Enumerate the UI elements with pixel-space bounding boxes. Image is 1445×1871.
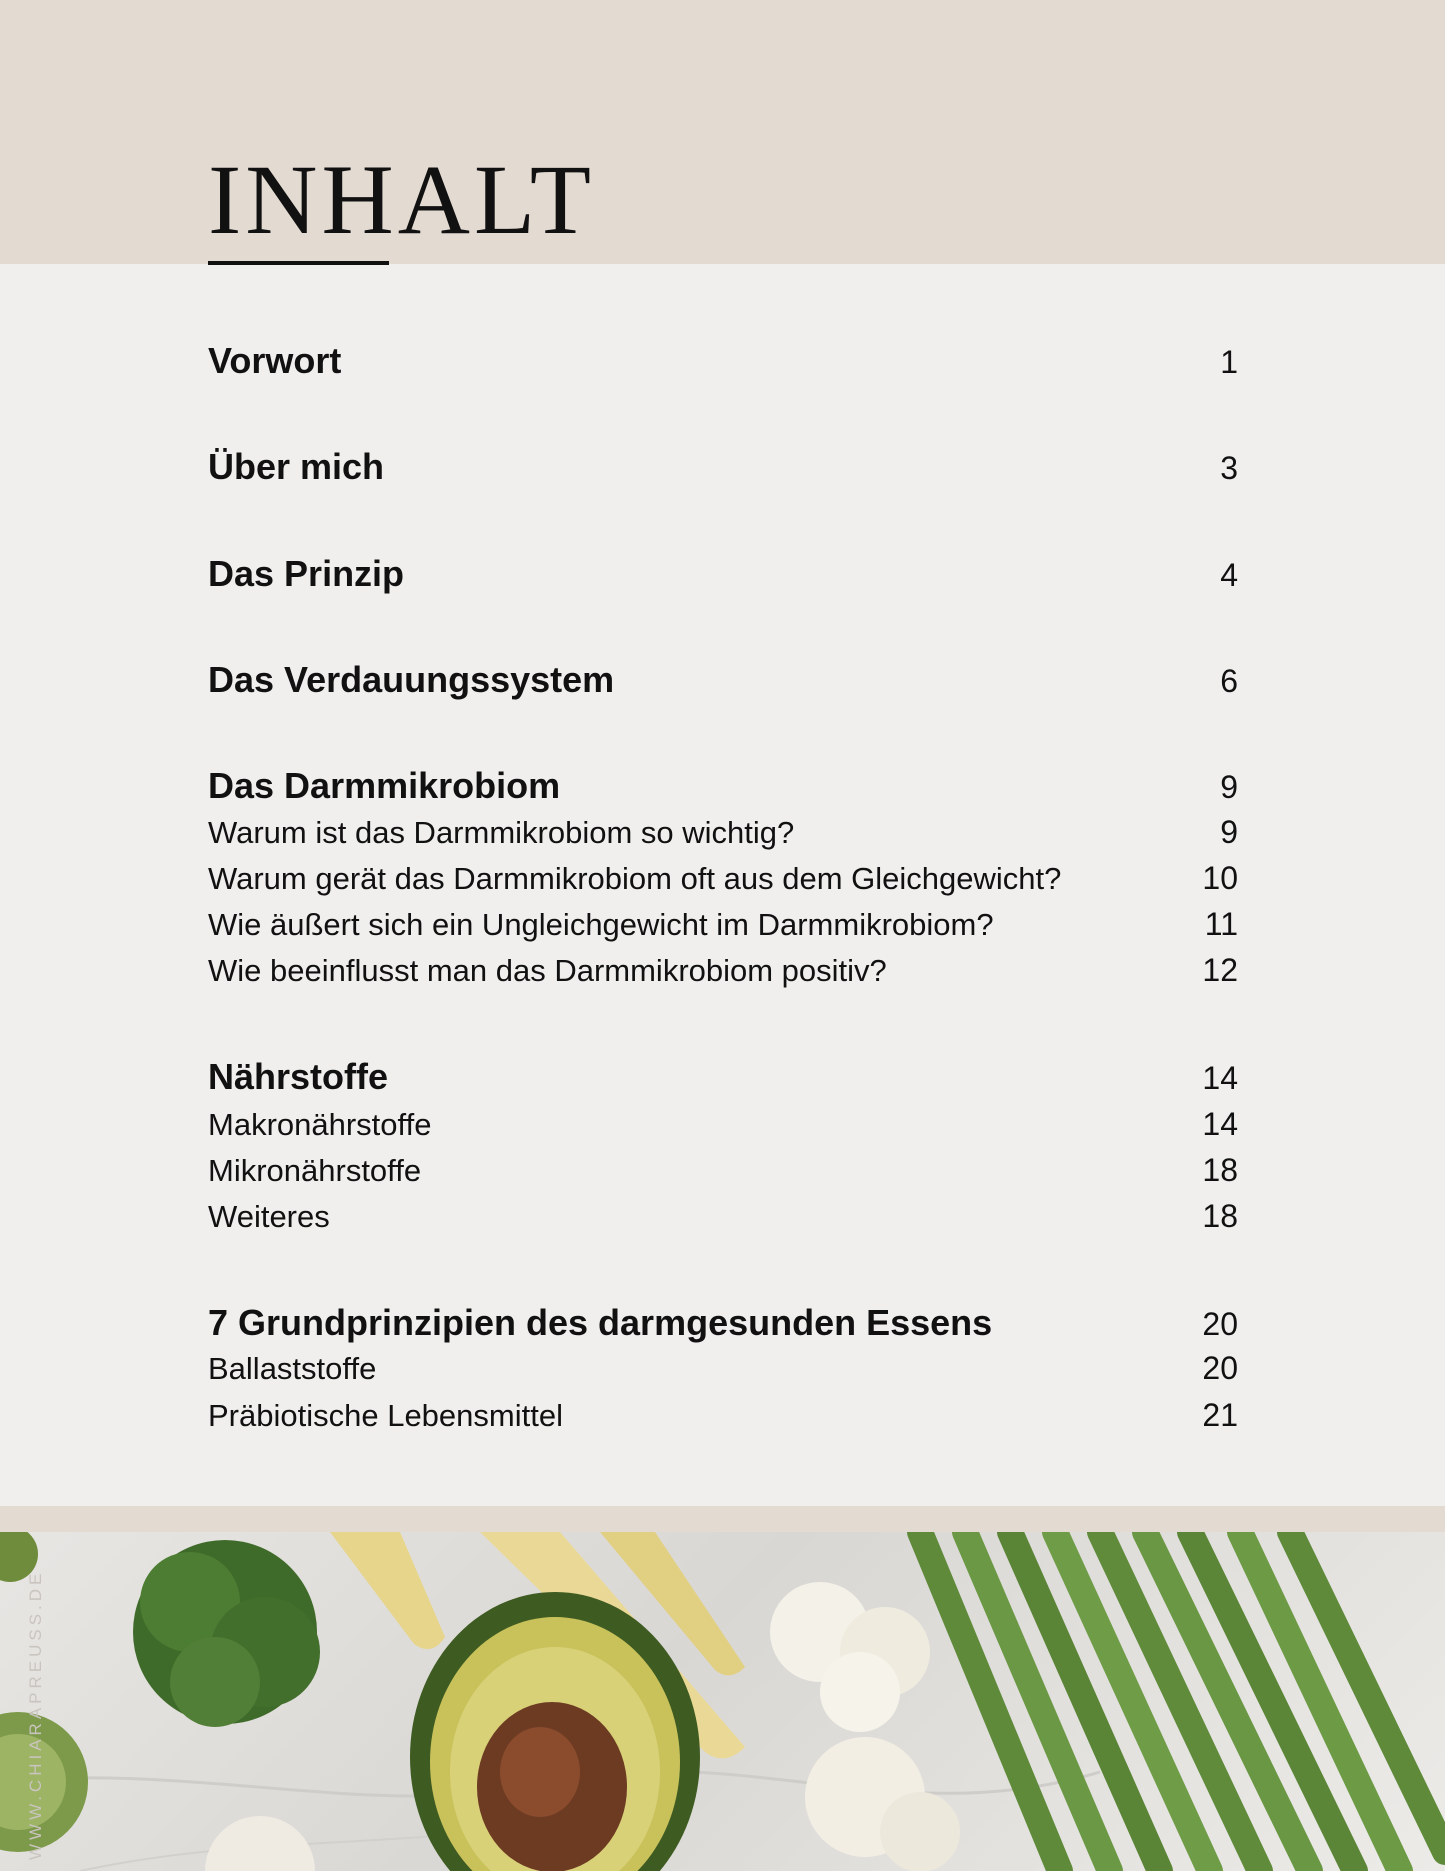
toc-subentry[interactable]	[208, 906, 1238, 943]
toc-subentry[interactable]	[208, 860, 1238, 897]
toc-subentry-label: Makronährstoffe	[208, 1107, 432, 1142]
toc-entry-label: Vorwort	[208, 340, 342, 381]
toc-subentry[interactable]	[208, 1350, 1238, 1387]
toc-subentry-page: 21	[1202, 1397, 1238, 1433]
toc-subentry-label: Wie beeinflusst man das Darmmikrobiom positiv?	[208, 953, 887, 988]
toc-entry-page: 1	[1220, 344, 1238, 380]
toc-subentry[interactable]	[208, 814, 1238, 851]
toc-subentry-label: Warum gerät das Darmmikrobiom oft aus dem Gleichgewicht?	[208, 861, 1062, 896]
toc-entry-page: 4	[1220, 557, 1238, 593]
toc-entry[interactable]	[208, 1302, 1238, 1344]
vegetables-illustration	[0, 1532, 1445, 1871]
toc-subentry-page: 10	[1202, 860, 1238, 896]
toc-subentry[interactable]	[208, 1106, 1238, 1143]
website-watermark: WWW.CHIARAPREUSS.DE	[26, 1569, 45, 1860]
toc-subentry-page: 14	[1202, 1106, 1238, 1142]
toc-subentry-page: 9	[1220, 814, 1238, 850]
toc-subentry-page: 12	[1202, 952, 1238, 988]
title-underline	[208, 261, 389, 265]
toc-entry[interactable]	[208, 553, 1238, 595]
toc-entry-label: Das Verdauungssystem	[208, 659, 615, 700]
toc-entry[interactable]	[208, 340, 1238, 382]
toc-subentry-page: 20	[1202, 1350, 1238, 1386]
toc-subentry[interactable]	[208, 952, 1238, 989]
toc-subentry-label: Weiteres	[208, 1199, 330, 1234]
toc-subentry-label: Mikronährstoffe	[208, 1153, 422, 1188]
toc-entry[interactable]	[208, 765, 1238, 807]
toc-subentry-label: Ballaststoffe	[208, 1351, 377, 1386]
toc-entry-page: 14	[1202, 1060, 1238, 1096]
toc-entry-page: 20	[1202, 1306, 1238, 1342]
toc-subentry-page: 18	[1202, 1152, 1238, 1188]
toc-subentry[interactable]	[208, 1397, 1238, 1434]
toc-entry-label: 7 Grundprinzipien des darmgesunden Essens	[208, 1302, 993, 1343]
toc-entry[interactable]	[208, 446, 1238, 488]
page-title: INHALT	[208, 144, 595, 255]
toc-entry-page: 6	[1220, 663, 1238, 699]
toc-entry-page: 9	[1220, 769, 1238, 805]
toc-subentry-label: Präbiotische Lebensmittel	[208, 1398, 563, 1433]
toc-subentry-page: 11	[1204, 906, 1238, 942]
toc-subentry[interactable]	[208, 1198, 1238, 1235]
toc-subentry-label: Warum ist das Darmmikrobiom so wichtig?	[208, 815, 795, 850]
toc-entry-label: Das Darmmikrobiom	[208, 765, 561, 806]
toc-entry[interactable]	[208, 1056, 1238, 1098]
toc-entry-label: Das Prinzip	[208, 553, 405, 594]
toc-subentry-label: Wie äußert sich ein Ungleichgewicht im Darmmikrobiom?	[208, 907, 994, 942]
toc-entry-label: Nährstoffe	[208, 1056, 389, 1097]
toc-entry-label: Über mich	[208, 446, 385, 487]
toc-subentry[interactable]	[208, 1152, 1238, 1189]
toc-entry[interactable]	[208, 659, 1238, 701]
footer-band	[0, 1506, 1445, 1532]
toc-subentry-page: 18	[1202, 1198, 1238, 1234]
toc-entry-page: 3	[1220, 450, 1238, 486]
vegetables-photo	[0, 1532, 1445, 1871]
